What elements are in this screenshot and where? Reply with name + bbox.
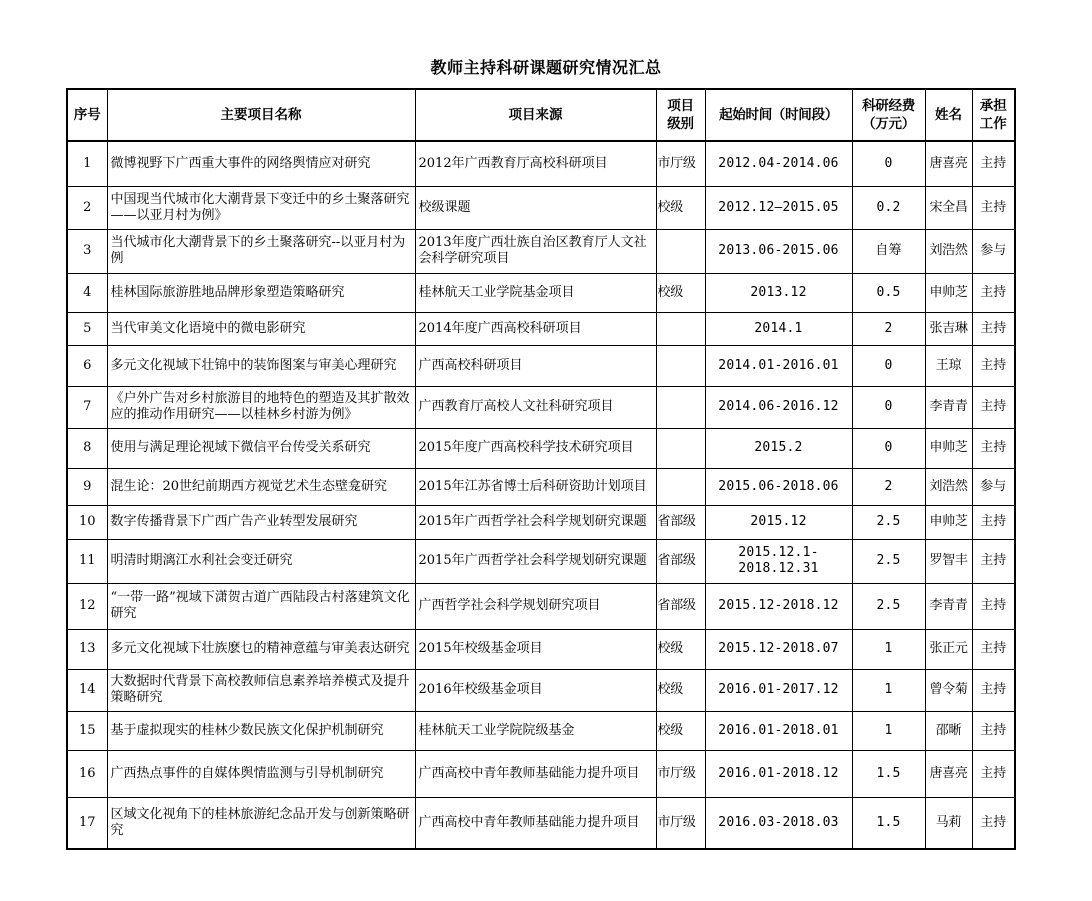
cell-role: 主持 [972, 386, 1015, 428]
table-body [67, 141, 1015, 849]
cell-no: 6 [67, 345, 107, 386]
cell-period: 2012.04-2014.06 [705, 141, 852, 186]
table-row [67, 186, 1015, 229]
cell-period: 2015.12 [705, 505, 852, 539]
cell-role: 主持 [972, 428, 1015, 468]
cell-funding: 2.5 [852, 505, 925, 539]
cell-role: 主持 [972, 750, 1015, 797]
cell-funding: 0 [852, 428, 925, 468]
table-row [67, 428, 1015, 468]
header-row [67, 89, 1015, 141]
cell-period: 2016.01-2018.01 [705, 711, 852, 750]
cell-project-name: 基于虚拟现实的桂林少数民族文化保护机制研究 [107, 711, 415, 750]
cell-role: 参与 [972, 468, 1015, 505]
cell-no: 11 [67, 539, 107, 583]
cell-funding: 2.5 [852, 539, 925, 583]
cell-period: 2015.12-2018.07 [705, 629, 852, 669]
cell-role: 主持 [972, 141, 1015, 186]
cell-source: 2013年度广西壮族自治区教育厅人文社会科学研究项目 [415, 229, 656, 273]
cell-no: 17 [67, 797, 107, 849]
cell-level [656, 345, 705, 386]
cell-no: 2 [67, 186, 107, 229]
cell-level: 市厅级 [656, 750, 705, 797]
cell-level: 省部级 [656, 505, 705, 539]
cell-level [656, 468, 705, 505]
cell-funding: 0 [852, 141, 925, 186]
cell-project-name: 当代审美文化语境中的微电影研究 [107, 312, 415, 345]
cell-funding: 2 [852, 312, 925, 345]
table-row [67, 583, 1015, 629]
table-row [67, 505, 1015, 539]
header-cell-project-name: 主要项目名称 [107, 89, 415, 141]
cell-period: 2015.12-2018.12 [705, 583, 852, 629]
cell-no: 15 [67, 711, 107, 750]
cell-funding: 自筹 [852, 229, 925, 273]
cell-person: 邵晰 [925, 711, 972, 750]
cell-funding: 1 [852, 629, 925, 669]
cell-level [656, 229, 705, 273]
research-projects-table [66, 88, 1016, 850]
cell-period: 2016.03-2018.03 [705, 797, 852, 849]
cell-project-name: 数字传播背景下广西广告产业转型发展研究 [107, 505, 415, 539]
cell-project-name: 明清时期漓江水利社会变迁研究 [107, 539, 415, 583]
cell-project-name: “一带一路”视域下潇贺古道广西陆段古村落建筑文化研究 [107, 583, 415, 629]
cell-source: 广西教育厅高校人文社科研究项目 [415, 386, 656, 428]
cell-level: 省部级 [656, 539, 705, 583]
cell-source: 广西高校科研项目 [415, 345, 656, 386]
cell-project-name: 微博视野下广西重大事件的网络舆情应对研究 [107, 141, 415, 186]
cell-funding: 1.5 [852, 750, 925, 797]
cell-period: 2014.1 [705, 312, 852, 345]
cell-period: 2015.06-2018.06 [705, 468, 852, 505]
cell-period: 2014.01-2016.01 [705, 345, 852, 386]
cell-role: 主持 [972, 797, 1015, 849]
cell-role: 主持 [972, 629, 1015, 669]
header-cell-funding: 科研经费 （万元） [852, 89, 925, 141]
cell-project-name: 区域文化视角下的桂林旅游纪念品开发与创新策略研究 [107, 797, 415, 849]
document-title: 教师主持科研课题研究情况汇总 [430, 58, 662, 77]
header-cell-person: 姓名 [925, 89, 972, 141]
cell-person: 王琼 [925, 345, 972, 386]
cell-level: 市厅级 [656, 141, 705, 186]
cell-funding: 2.5 [852, 583, 925, 629]
cell-source: 2015年江苏省博士后科研资助计划项目 [415, 468, 656, 505]
cell-role: 主持 [972, 312, 1015, 345]
cell-no: 7 [67, 386, 107, 428]
cell-funding: 0 [852, 345, 925, 386]
cell-no: 12 [67, 583, 107, 629]
cell-period: 2015.2 [705, 428, 852, 468]
cell-funding: 1.5 [852, 797, 925, 849]
table-row [67, 629, 1015, 669]
table-row [67, 711, 1015, 750]
cell-role: 主持 [972, 539, 1015, 583]
cell-no: 3 [67, 229, 107, 273]
cell-project-name: 混生论：20世纪前期西方视觉艺术生态壁龛研究 [107, 468, 415, 505]
table-row [67, 539, 1015, 583]
cell-role: 主持 [972, 273, 1015, 312]
header-cell-source: 项目来源 [415, 89, 656, 141]
cell-funding: 1 [852, 711, 925, 750]
cell-source: 2015年广西哲学社会科学规划研究课题 [415, 539, 656, 583]
header-cell-no: 序号 [67, 89, 107, 141]
cell-level: 校级 [656, 186, 705, 229]
cell-person: 刘浩然 [925, 468, 972, 505]
cell-level: 省部级 [656, 583, 705, 629]
table-row [67, 797, 1015, 849]
cell-source: 广西高校中青年教师基础能力提升项目 [415, 750, 656, 797]
cell-role: 主持 [972, 186, 1015, 229]
cell-role: 参与 [972, 229, 1015, 273]
cell-no: 5 [67, 312, 107, 345]
table-row [67, 669, 1015, 711]
cell-person: 刘浩然 [925, 229, 972, 273]
cell-project-name: 大数据时代背景下高校教师信息素养培养模式及提升策略研究 [107, 669, 415, 711]
table-row [67, 229, 1015, 273]
cell-period: 2013.06-2015.06 [705, 229, 852, 273]
cell-source: 2015年广西哲学社会科学规划研究课题 [415, 505, 656, 539]
table-row [67, 345, 1015, 386]
cell-no: 9 [67, 468, 107, 505]
cell-funding: 0 [852, 386, 925, 428]
cell-period: 2016.01-2018.12 [705, 750, 852, 797]
cell-no: 8 [67, 428, 107, 468]
cell-project-name: 多元文化视域下壮族麽乜的精神意蕴与审美表达研究 [107, 629, 415, 669]
cell-role: 主持 [972, 669, 1015, 711]
cell-source: 广西高校中青年教师基础能力提升项目 [415, 797, 656, 849]
cell-person: 申帅芝 [925, 505, 972, 539]
cell-period: 2014.06-2016.12 [705, 386, 852, 428]
cell-level [656, 428, 705, 468]
cell-person: 申帅芝 [925, 428, 972, 468]
cell-source: 2016年校级基金项目 [415, 669, 656, 711]
cell-project-name: 广西热点事件的自媒体舆情监测与引导机制研究 [107, 750, 415, 797]
cell-source: 校级课题 [415, 186, 656, 229]
cell-source: 桂林航天工业学院院级基金 [415, 711, 656, 750]
cell-no: 13 [67, 629, 107, 669]
table-row [67, 312, 1015, 345]
cell-level: 校级 [656, 629, 705, 669]
cell-project-name: 桂林国际旅游胜地品牌形象塑造策略研究 [107, 273, 415, 312]
header-cell-period: 起始时间（时间段） [705, 89, 852, 141]
cell-period: 2013.12 [705, 273, 852, 312]
cell-role: 主持 [972, 505, 1015, 539]
cell-person: 张正元 [925, 629, 972, 669]
cell-source: 2015年度广西高校科学技术研究项目 [415, 428, 656, 468]
table-row [67, 750, 1015, 797]
cell-no: 14 [67, 669, 107, 711]
cell-level: 市厅级 [656, 797, 705, 849]
cell-person: 唐喜亮 [925, 750, 972, 797]
cell-source: 2014年度广西高校科研项目 [415, 312, 656, 345]
cell-period: 2012.12—2015.05 [705, 186, 852, 229]
cell-no: 16 [67, 750, 107, 797]
cell-level: 校级 [656, 273, 705, 312]
cell-project-name: 使用与满足理论视域下微信平台传受关系研究 [107, 428, 415, 468]
cell-role: 主持 [972, 345, 1015, 386]
cell-role: 主持 [972, 583, 1015, 629]
cell-project-name: 中国现当代城市化大潮背景下变迁中的乡土聚落研究——以亚月村为例》 [107, 186, 415, 229]
header-cell-level: 项目 级别 [656, 89, 705, 141]
table-row [67, 273, 1015, 312]
cell-period: 2015.12.1- 2018.12.31 [705, 539, 852, 583]
cell-level [656, 386, 705, 428]
cell-funding: 1 [852, 669, 925, 711]
cell-no: 4 [67, 273, 107, 312]
cell-project-name: 当代城市化大潮背景下的乡土聚落研究--以亚月村为例 [107, 229, 415, 273]
cell-funding: 0.5 [852, 273, 925, 312]
cell-source: 2015年校级基金项目 [415, 629, 656, 669]
cell-source: 2012年广西教育厅高校科研项目 [415, 141, 656, 186]
cell-person: 申帅芝 [925, 273, 972, 312]
cell-project-name: 《户外广告对乡村旅游目的地特色的塑造及其扩散效应的推动作用研究——以桂林乡村游为例》 [107, 386, 415, 428]
table-row [67, 141, 1015, 186]
cell-source: 桂林航天工业学院基金项目 [415, 273, 656, 312]
cell-project-name: 多元文化视域下壮锦中的装饰图案与审美心理研究 [107, 345, 415, 386]
cell-level: 校级 [656, 711, 705, 750]
table-row [67, 468, 1015, 505]
cell-person: 马莉 [925, 797, 972, 849]
cell-role: 主持 [972, 711, 1015, 750]
header-cell-role: 承担 工作 [972, 89, 1015, 141]
table-row [67, 386, 1015, 428]
cell-funding: 0.2 [852, 186, 925, 229]
cell-person: 曾令菊 [925, 669, 972, 711]
cell-person: 唐喜亮 [925, 141, 972, 186]
cell-level: 校级 [656, 669, 705, 711]
cell-person: 李青青 [925, 583, 972, 629]
cell-no: 1 [67, 141, 107, 186]
cell-funding: 2 [852, 468, 925, 505]
cell-person: 罗智丰 [925, 539, 972, 583]
cell-person: 张吉琳 [925, 312, 972, 345]
cell-source: 广西哲学社会科学规划研究项目 [415, 583, 656, 629]
cell-no: 10 [67, 505, 107, 539]
cell-person: 宋全昌 [925, 186, 972, 229]
cell-level [656, 312, 705, 345]
cell-period: 2016.01-2017.12 [705, 669, 852, 711]
cell-person: 李青青 [925, 386, 972, 428]
